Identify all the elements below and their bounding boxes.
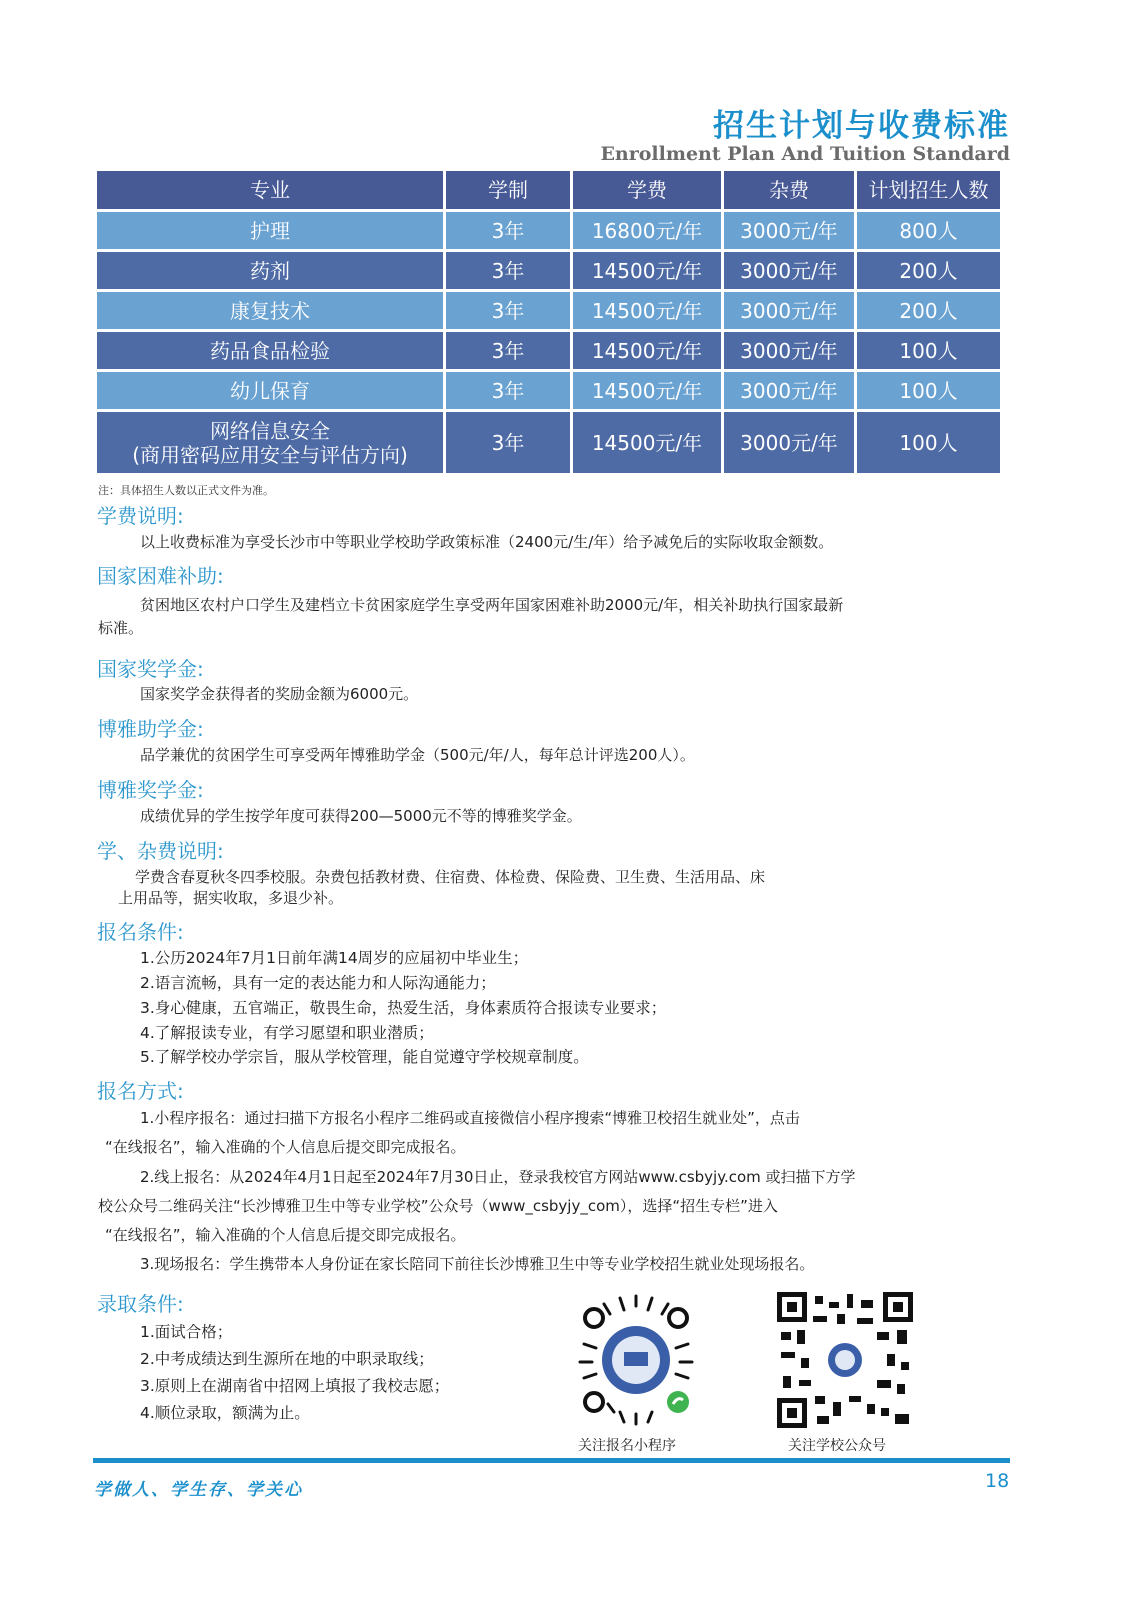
section-text: 国家奖学金获得者的奖励金额为6000元。 <box>140 685 419 703</box>
enrollment-table <box>94 168 1003 476</box>
cell: 100人 <box>857 372 1000 409</box>
section-text: 学费含春夏秋冬四季校服。杂费包括教材费、住宿费、体检费、保险费、卫生费、生活用品、床 <box>135 868 766 886</box>
cell: 药剂 <box>97 252 443 289</box>
column-header: 计划招生人数 <box>857 171 1000 209</box>
cell: 3年 <box>446 332 570 369</box>
table-row <box>97 372 1000 409</box>
cell: 康复技术 <box>97 292 443 329</box>
cell: 3000元/年 <box>724 372 854 409</box>
section-text: “在线报名”，输入准确的个人信息后提交即完成报名。 <box>105 1226 466 1244</box>
list-item: 1.公历2024年7月1日前年满14周岁的应届初中毕业生； <box>140 949 529 967</box>
section-heading: 录取条件: <box>97 1292 184 1316</box>
table-row <box>97 212 1000 249</box>
cell: 3000元/年 <box>724 292 854 329</box>
section-heading: 报名条件: <box>97 920 184 944</box>
section-text: “在线报名”，输入准确的个人信息后提交即完成报名。 <box>105 1138 466 1156</box>
section-text: 校公众号二维码关注“长沙博雅卫生中等专业学校”公众号（www_csbyjy_com），选择“招生专栏”进入 <box>98 1197 778 1215</box>
cell: 3000元/年 <box>724 412 854 473</box>
section-text: 2.线上报名：从2024年4月1日起至2024年7月30日止，登录我校官方网站www.csbyjy.com 或扫描下方学 <box>140 1168 856 1186</box>
cell: 3年 <box>446 412 570 473</box>
cell: 幼儿保育 <box>97 372 443 409</box>
major-subtitle: (商用密码应用安全与评估方向) <box>132 442 408 467</box>
section-heading: 博雅奖学金: <box>97 778 204 802</box>
table-row <box>97 252 1000 289</box>
section-text: 以上收费标准为享受长沙市中等职业学校助学政策标准（2400元/生/年）给予减免后的实际收取金额数。 <box>140 533 834 551</box>
list-item: 4.顺位录取，额满为止。 <box>140 1404 310 1422</box>
list-item: 3.身心健康，五官端正，敬畏生命，热爱生活，身体素质符合报读专业要求； <box>140 999 667 1017</box>
cell: 护理 <box>97 212 443 249</box>
cell: 100人 <box>857 412 1000 473</box>
page-title: 招生计划与收费标准 <box>713 108 1010 144</box>
page-number: 18 <box>985 1470 1010 1492</box>
cell: 3000元/年 <box>724 252 854 289</box>
cell: 14500元/年 <box>573 332 721 369</box>
cell: 3年 <box>446 292 570 329</box>
section-heading: 报名方式: <box>97 1079 184 1103</box>
major-name: 网络信息安全 <box>210 418 330 443</box>
column-header: 专业 <box>97 171 443 209</box>
list-item: 5.了解学校办学宗旨，服从学校管理，能自觉遵守学校规章制度。 <box>140 1048 589 1066</box>
cell: 16800元/年 <box>573 212 721 249</box>
mini-program-icon <box>667 1391 689 1413</box>
footer-slogan: 学做人、学生存、学关心 <box>94 1480 303 1500</box>
section-text: 标准。 <box>98 619 144 637</box>
cell: 3年 <box>446 212 570 249</box>
section-heading: 学费说明: <box>97 504 184 528</box>
list-item: 4.了解报读专业，有学习愿望和职业潜质； <box>140 1024 434 1042</box>
section-heading: 学、杂费说明: <box>97 839 224 863</box>
cell: 14500元/年 <box>573 412 721 473</box>
section-heading: 博雅助学金: <box>97 717 204 741</box>
section-text: 品学兼优的贫困学生可享受两年博雅助学金（500元/年/人，每年总计评选200人）。 <box>140 746 695 764</box>
column-header: 学制 <box>446 171 570 209</box>
list-item: 1.面试合格； <box>140 1323 233 1341</box>
cell: 3年 <box>446 372 570 409</box>
table-row <box>97 412 1000 473</box>
section-text: 成绩优异的学生按学年度可获得200—5000元不等的博雅奖学金。 <box>140 807 582 825</box>
footer-divider <box>93 1458 1010 1463</box>
cell: 3年 <box>446 252 570 289</box>
mini-program-code-image <box>568 1292 704 1428</box>
mini-program-label: 关注报名小程序 <box>578 1438 676 1454</box>
table-header-row <box>97 171 1000 209</box>
page-subtitle: Enrollment Plan And Tuition Standard <box>600 143 1010 165</box>
official-account-qr-code <box>777 1292 913 1428</box>
cell: 14500元/年 <box>573 292 721 329</box>
cell: 药品食品检验 <box>97 332 443 369</box>
section-text: 3.现场报名：学生携带本人身份证在家长陪同下前往长沙博雅卫生中等专业学校招生就业处现场报名。 <box>140 1255 815 1273</box>
table-row <box>97 332 1000 369</box>
cell: 14500元/年 <box>573 372 721 409</box>
list-item: 3.原则上在湖南省中招网上填报了我校志愿； <box>140 1377 450 1395</box>
list-item: 2.语言流畅，具有一定的表达能力和人际沟通能力； <box>140 974 496 992</box>
official-account-label: 关注学校公众号 <box>788 1438 886 1454</box>
section-text: 贫困地区农村户口学生及建档立卡贫困家庭学生享受两年国家困难补助2000元/年，相关补助执行国家最新 <box>140 596 844 614</box>
cell: 3000元/年 <box>724 212 854 249</box>
cell: 200人 <box>857 292 1000 329</box>
list-item: 2.中考成绩达到生源所在地的中职录取线； <box>140 1350 434 1368</box>
cell: 100人 <box>857 332 1000 369</box>
table-row <box>97 292 1000 329</box>
section-heading: 国家奖学金: <box>97 657 204 681</box>
cell <box>97 412 443 473</box>
table-note: 注：具体招生人数以正式文件为准。 <box>98 484 274 497</box>
section-heading: 国家困难补助: <box>97 564 224 588</box>
section-text: 1.小程序报名：通过扫描下方报名小程序二维码或直接微信小程序搜索“博雅卫校招生就业处”，点击 <box>140 1109 800 1127</box>
cell: 14500元/年 <box>573 252 721 289</box>
section-text: 上用品等，据实收取，多退少补。 <box>118 889 344 907</box>
cell: 200人 <box>857 252 1000 289</box>
column-header: 学费 <box>573 171 721 209</box>
column-header: 杂费 <box>724 171 854 209</box>
cell: 800人 <box>857 212 1000 249</box>
cell: 3000元/年 <box>724 332 854 369</box>
